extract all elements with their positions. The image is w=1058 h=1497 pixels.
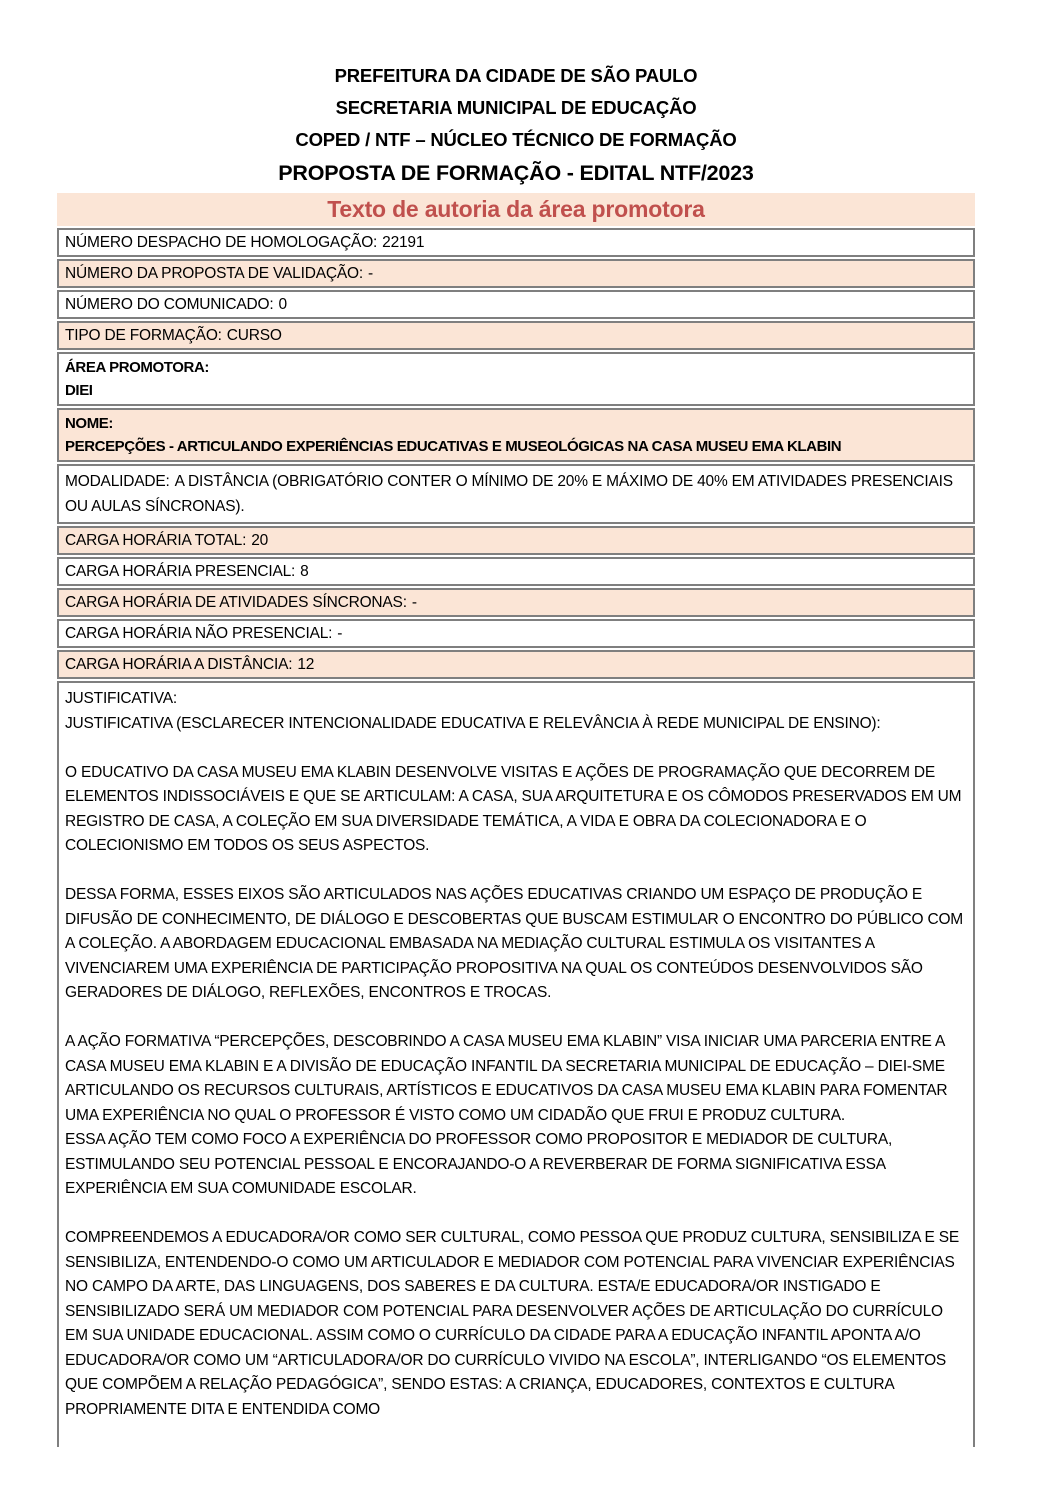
field-row-carga-horaria-a-distancia (57, 650, 975, 679)
header-line-secretaria: SECRETARIA MUNICIPAL DE EDUCAÇÃO (335, 97, 697, 118)
header-line-proposta-edital: PROPOSTA DE FORMAÇÃO - EDITAL NTF/2023 (278, 161, 754, 185)
field-row-numero-comunicado (57, 290, 975, 319)
field-label: ÁREA PROMOTORA: (65, 359, 210, 376)
field-value: DIEI (65, 382, 93, 399)
header-line-coped-ntf: COPED / NTF – NÚCLEO TÉCNICO DE FORMAÇÃO (295, 129, 737, 150)
field-label: MODALIDADE: (65, 473, 170, 490)
field-row-carga-horaria-presencial (57, 557, 975, 586)
field-value: PERCEPÇÕES - ARTICULANDO EXPERIÊNCIAS EDUCATIVAS E MUSEOLÓGICAS NA CASA MUSEU EMA KLABIN (65, 438, 842, 455)
field-row-carga-horaria-total (57, 526, 975, 555)
field-label: CARGA HORÁRIA A DISTÂNCIA: (65, 656, 293, 673)
field-label: TIPO DE FORMAÇÃO: (65, 327, 222, 344)
justification-paragraph: DESSA FORMA, ESSES EIXOS SÃO ARTICULADOS NAS AÇÕES EDUCATIVAS CRIANDO UM ESPAÇO DE PRODUÇÃO E DIFUSÃO DE CONHECIMENTO, DE DIÁLOGO E DESCOBERTAS QUE BUSCAM ESTIMULAR O ENCONTRO DO PÚBLICO COM A COLEÇÃO. A ABORDAGEM EDUCACIONAL EMBASADA NA MEDIAÇÃO CULTURAL ESTIMULA OS VISITANTES A VIVENCIAREM UMA EXPERIÊNCIA DE PARTICIPAÇÃO PROPOSITIVA NA QUAL OS CONTEÚDOS DESENVOLVIDOS SÃO GERADORES DE DIÁLOGO, REFLEXÕES, ENCONTROS E TROCAS. (65, 886, 964, 1001)
field-value: 0 (278, 296, 287, 313)
field-label: NÚMERO DESPACHO DE HOMOLOGAÇÃO: (65, 234, 378, 251)
field-value: - (337, 625, 343, 642)
field-label: CARGA HORÁRIA DE ATIVIDADES SÍNCRONAS: (65, 594, 407, 611)
field-label: CARGA HORÁRIA NÃO PRESENCIAL: (65, 625, 333, 642)
field-label: NOME: (65, 415, 113, 432)
field-value: 20 (251, 532, 269, 549)
field-row-area-promotora (57, 352, 975, 406)
field-row-numero-despacho-homologacao (57, 228, 975, 257)
field-value: CURSO (226, 327, 282, 344)
field-row-nome (57, 408, 975, 462)
justification-heading: JUSTIFICATIVA: (65, 690, 178, 707)
authorship-banner: Texto de autoria da área promotora (57, 193, 975, 226)
field-label: CARGA HORÁRIA TOTAL: (65, 532, 247, 549)
justification-paragraph: COMPREENDEMOS A EDUCADORA/OR COMO SER CULTURAL, COMO PESSOA QUE PRODUZ CULTURA, SENSIBILIZA E SE SENSIBILIZA, ENTENDENDO-O COMO UM ARTICULADOR E MEDIADOR COM POTENCIAL PARA VIVENCIAR EXPERIÊNCIAS NO CAMPO DA ARTE, DAS LINGUAGENS, DOS SABERES E DA CULTURA. ESTA/E EDUCADORA/OR INSTIGADO E SENSIBILIZADO SERÁ UM MEDIADOR COM POTENCIAL PARA DESENVOLVER AÇÕES DE ARTICULAÇÃO DO CURRÍCULO EM SUA UNIDADE EDUCACIONAL. ASSIM COMO O CURRÍCULO DA CIDADE PARA A EDUCAÇÃO INFANTIL APONTA A/O EDUCADORA/OR COMO UM “ARTICULADORA/OR DO CURRÍCULO VIVIDO NA ESCOLA”, INTERLIGANDO “OS ELEMENTOS QUE COMPÕEM A RELAÇÃO PEDAGÓGICA”, SENDO ESTAS: A CRIANÇA, EDUCADORES, CONTEXTOS E CULTURA PROPRIAMENTE DITA E ENTENDIDA COMO (65, 1229, 960, 1418)
field-value: - (411, 594, 417, 611)
header-line-prefeitura: PREFEITURA DA CIDADE DE SÃO PAULO (334, 65, 698, 86)
field-label: NÚMERO DA PROPOSTA DE VALIDAÇÃO: (65, 265, 363, 282)
justification-paragraph: ESSA AÇÃO TEM COMO FOCO A EXPERIÊNCIA DO PROFESSOR COMO PROPOSITOR E MEDIADOR DE CULTURA, ESTIMULANDO SEU POTENCIAL PESSOAL E ENCORAJANDO-O A REVERBERAR DE FORMA SIGNIFICATIVA ESSA EXPERIÊNCIA EM SUA COMUNIDADE ESCOLAR. (65, 1131, 893, 1197)
justification-paragraph: A AÇÃO FORMATIVA “PERCEPÇÕES, DESCOBRINDO A CASA MUSEU EMA KLABIN” VISA INICIAR UMA PARCERIA ENTRE A CASA MUSEU EMA KLABIN E A DIVISÃO DE EDUCAÇÃO INFANTIL DA SECRETARIA MUNICIPAL DE EDUCAÇÃO – DIEI-SME ARTICULANDO OS RECURSOS CULTURAIS, ARTÍSTICOS E EDUCATIVOS DA CASA MUSEU EMA KLABIN PARA FOMENTAR UMA EXPERIÊNCIA NO QUAL O PROFESSOR É VISTO COMO UM CIDADÃO QUE FRUI E PRODUZ CULTURA. (65, 1033, 948, 1124)
field-value: - (367, 265, 373, 282)
field-value: 12 (297, 656, 315, 673)
field-row-carga-horaria-atividades-sincronas (57, 588, 975, 617)
document-header (57, 60, 975, 190)
field-label: CARGA HORÁRIA PRESENCIAL: (65, 563, 296, 580)
justification-subheading: JUSTIFICATIVA (ESCLARECER INTENCIONALIDADE EDUCATIVA E RELEVÂNCIA À REDE MUNICIPAL DE ENSINO): (65, 714, 881, 732)
field-row-modalidade (57, 464, 975, 524)
field-row-carga-horaria-nao-presencial (57, 619, 975, 648)
field-row-numero-proposta-validacao (57, 259, 975, 288)
field-row-tipo-formacao (57, 321, 975, 350)
justification-box (57, 681, 975, 1447)
justification-paragraph: O EDUCATIVO DA CASA MUSEU EMA KLABIN DESENVOLVE VISITAS E AÇÕES DE PROGRAMAÇÃO QUE DECORREM DE ELEMENTOS INDISSOCIÁVEIS E QUE SE ARTICULAM: A CASA, SUA ARQUITETURA E OS CÔMODOS PRESERVADOS EM UM REGISTRO DE CASA, A COLEÇÃO EM SUA DIVERSIDADE TEMÁTICA, A VIDA E OBRA DA COLECIONADORA E O COLECIONISMO EM TODOS OS SEUS ASPECTOS. (65, 763, 962, 854)
field-value: 8 (300, 563, 309, 580)
field-value: A DISTÂNCIA (OBRIGATÓRIO CONTER O MÍNIMO DE 20% E MÁXIMO DE 40% EM ATIVIDADES PRESENCIAIS OU AULAS SÍNCRONAS). (65, 473, 953, 515)
field-label: NÚMERO DO COMUNICADO: (65, 296, 274, 313)
field-value: 22191 (382, 234, 425, 251)
